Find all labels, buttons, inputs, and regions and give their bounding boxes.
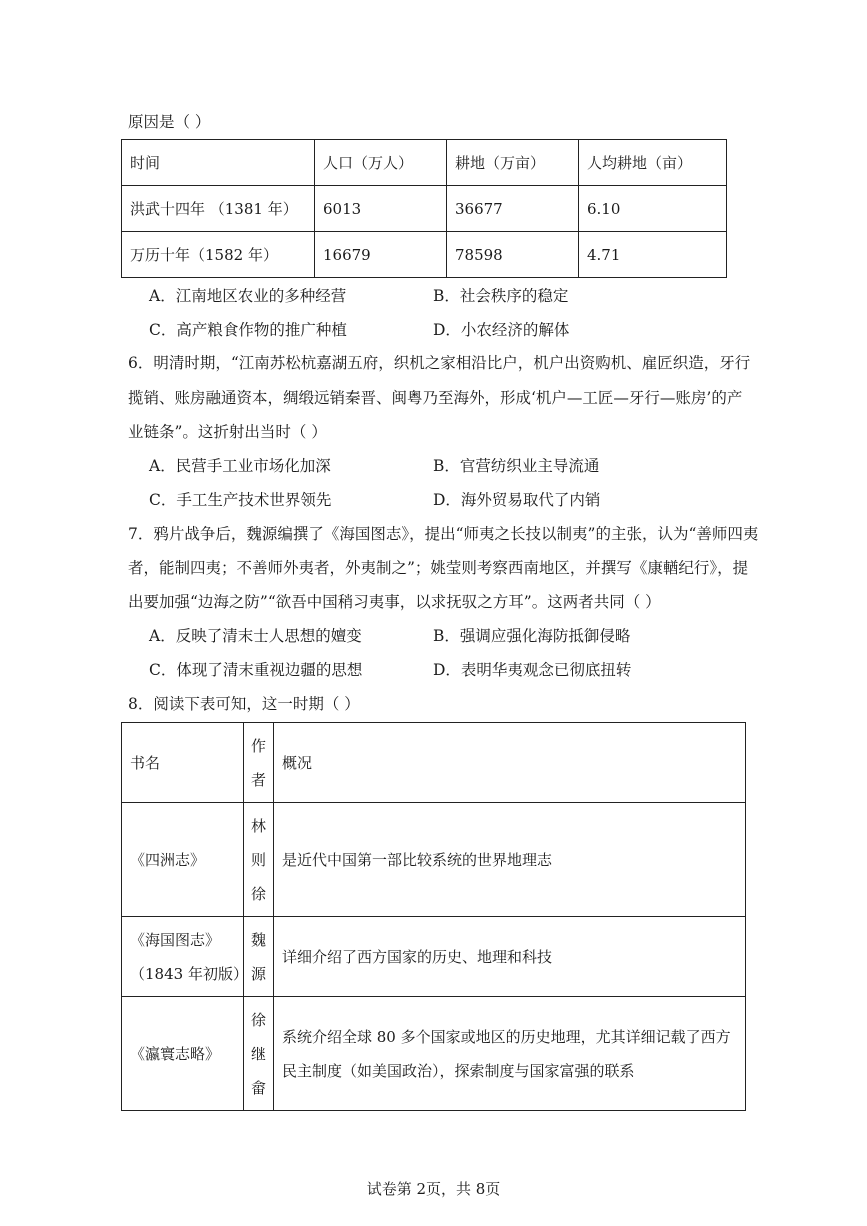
q6-option-b[interactable]: B．官营纺织业主导流通: [433, 457, 600, 475]
q7-stem-line: 出要加强“边海之防”“欲吾中国稍习夷事，以求抚驭之方耳”。这两者共同（ ）: [128, 593, 661, 611]
table-cell: [244, 803, 274, 917]
table-cell: 洪武十四年 （1381 年）: [122, 186, 315, 232]
table-cell: 详细介绍了西方国家的历史、地理和科技: [274, 917, 746, 997]
table-cell: [274, 997, 746, 1111]
q7-stem-line: 7．鸦片战争后，魏源编撰了《海国图志》，提出“师夷之长技以制夷”的主张，认为“善师四夷: [128, 525, 759, 543]
summary-line: 民主制度（如美国政治），探索制度与国家富强的联系: [282, 1061, 635, 1080]
table-row: [122, 997, 746, 1111]
author-char: 林: [250, 816, 266, 835]
table-cell: 78598: [447, 232, 579, 278]
q6-stem-line: 6．明清时期，“江南苏松杭嘉湖五府，织机之家相沿比户，机户出资购机、雇匠织造，牙行: [128, 354, 751, 372]
author-header-char: 者: [250, 770, 266, 789]
table-row: [122, 917, 746, 997]
table-row: [122, 232, 727, 278]
q5-option-a[interactable]: A．江南地区农业的多种经营: [149, 287, 347, 305]
population-farmland-table: [121, 139, 727, 278]
table-cell: [122, 917, 248, 997]
table-header-cell: 书名: [122, 723, 244, 803]
author-char: 畲: [250, 1078, 266, 1097]
table-header-row: [122, 140, 727, 186]
q5-option-b[interactable]: B．社会秩序的稳定: [433, 287, 569, 305]
author-char: 魏: [250, 930, 266, 949]
table-header-row: [122, 723, 746, 803]
table-header-cell: [244, 723, 274, 803]
q6-stem-line: 业链条”。这折射出当时（ ）: [128, 423, 327, 441]
table-header-cell: 人均耕地（亩）: [579, 140, 727, 186]
q6-option-d[interactable]: D．海外贸易取代了内销: [433, 491, 601, 509]
q6-option-c[interactable]: C．手工生产技术世界领先: [149, 491, 332, 509]
q7-option-d[interactable]: D．表明华夷观念已彻底扭转: [433, 661, 632, 679]
author-char: 源: [250, 964, 266, 983]
q5-option-c[interactable]: C．高产粮食作物的推广种植: [149, 321, 347, 339]
table-cell: 《四洲志》: [122, 803, 244, 917]
q7-stem-line: 者，能制四夷；不善师外夷者，外夷制之”；姚莹则考察西南地区，并撰写《康輶纪行》，提: [128, 559, 749, 577]
table-header-cell: 耕地（万亩）: [447, 140, 579, 186]
q6-option-a[interactable]: A．民营手工业市场化加深: [149, 457, 331, 475]
table-cell: [244, 997, 274, 1111]
table-cell: [244, 917, 274, 997]
table-cell: 16679: [315, 232, 447, 278]
table-cell: 是近代中国第一部比较系统的世界地理志: [274, 803, 746, 917]
q7-option-b[interactable]: B．强调应强化海防抵御侵略: [433, 627, 631, 645]
table-cell: 36677: [447, 186, 579, 232]
author-char: 继: [250, 1044, 266, 1063]
table-header-cell: 时间: [122, 140, 315, 186]
table-cell: 6.10: [579, 186, 727, 232]
table-cell: 万历十年（1582 年）: [122, 232, 315, 278]
table-cell: 4.71: [579, 232, 727, 278]
author-char: 徐: [250, 1010, 266, 1029]
question-stem-continuation: 原因是（ ）: [128, 113, 211, 131]
table-cell: 《瀛寰志略》: [122, 997, 244, 1111]
table-row: [122, 186, 727, 232]
table-header-cell: 人口（万人）: [315, 140, 447, 186]
q8-stem: 8．阅读下表可知，这一时期（ ）: [128, 695, 360, 713]
table-header-cell: 概况: [274, 723, 746, 803]
q7-option-a[interactable]: A．反映了清末士人思想的嬗变: [149, 627, 362, 645]
author-char: 徐: [250, 884, 266, 903]
page-footer: 试卷第 2页，共 8页: [366, 1180, 501, 1198]
books-table: [121, 722, 746, 1111]
q5-option-d[interactable]: D．小农经济的解体: [433, 321, 570, 339]
q7-option-c[interactable]: C．体现了清末重视边疆的思想: [149, 661, 363, 679]
table-cell: 6013: [315, 186, 447, 232]
summary-line: 系统介绍全球 80 多个国家或地区的历史地理，尤其详细记载了西方: [282, 1027, 731, 1046]
book-title: 《海国图志》: [130, 930, 221, 949]
table-row: [122, 803, 746, 917]
q6-stem-line: 揽销、账房融通资本，绸缎远销秦晋、闽粤乃至海外，形成‘机户—工匠—牙行—账房’的产: [128, 389, 743, 407]
book-edition: （1843 年初版）: [130, 964, 248, 983]
author-header-char: 作: [250, 736, 266, 755]
author-char: 则: [250, 850, 266, 869]
